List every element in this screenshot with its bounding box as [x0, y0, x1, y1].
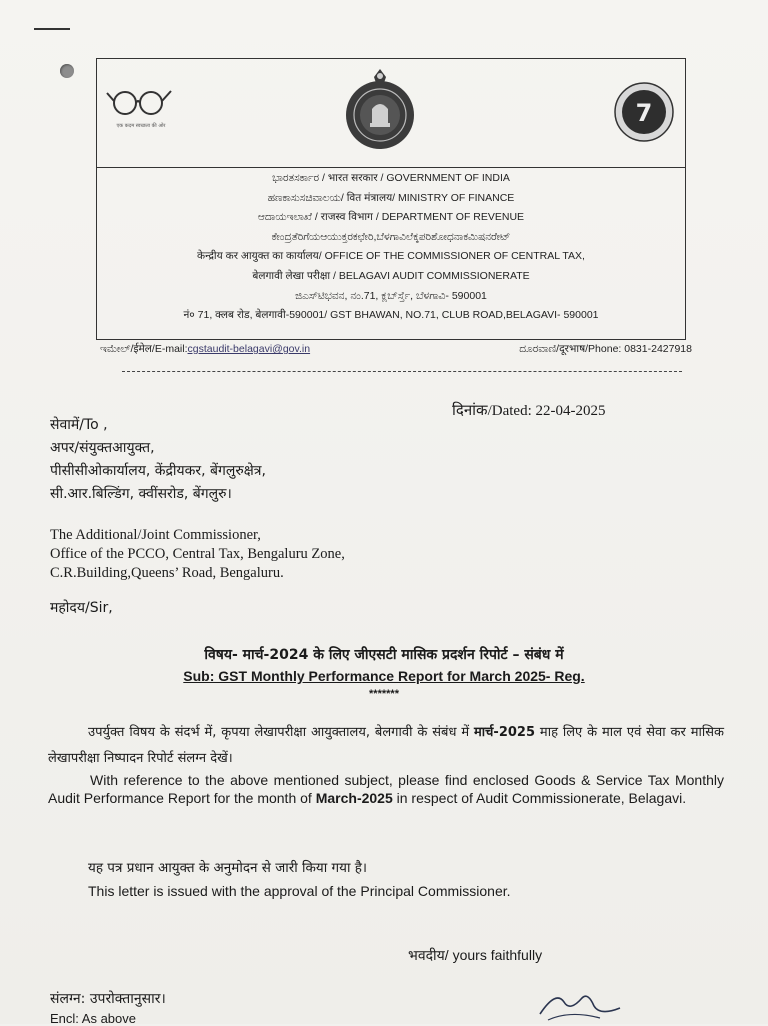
approval-note-english: This letter is issued with the approval of the Principal Commissioner. [88, 883, 511, 899]
recipient-line: अपर/संयुक्तआयुक्त, [50, 440, 155, 456]
closing: भवदीय/ yours faithfully [408, 947, 543, 963]
letter-date [452, 400, 605, 420]
para-month-bold: मार्च-2025 [474, 725, 536, 740]
body-paragraph-hindi [48, 720, 724, 772]
letterhead-line: ಜಿಎಸ್‌ಟಿಭವನ, ನಂ.71, ಕ್ಲಬ್‌ರ್ಸ್ತೆ, ಬೆಳಗಾವಿ- 590001 [295, 289, 487, 302]
para-month-bold: March-2025 [315, 789, 393, 806]
letterhead [96, 58, 686, 340]
anniversary-badge [613, 81, 675, 143]
letterhead-line: ಆದಾಯಇಲಾಖೆ / राजस्व विभाग / DEPARTMENT OF REVENUE [257, 211, 525, 224]
recipient-english [50, 526, 345, 583]
subject-hindi: विषय- मार्च-2024 के लिए जीएसटी मासिक प्रदर्शन रिपोर्ट – संबंध में [204, 647, 564, 663]
swachh-tagline: एक कदम स्वच्छता की ओर [116, 123, 166, 129]
salutation: महोदय/Sir, [50, 600, 113, 616]
letterhead-line: केन्द्रीय कर आयुक्त का कार्यालय/ OFFICE OF THE COMMISSIONER OF CENTRAL TAX, [197, 250, 585, 263]
para-text: With reference to the above mentioned subject, please find enclosed Goods & Service Tax Monthly Audit Performance Report for the month of [48, 772, 724, 806]
body-paragraph-english [48, 772, 724, 807]
para-text: उपर्युक्त विषय के संदर्भ में, कृपया लेखापरीक्षा आयुक्तालय, बेलगावी के संबंध में [88, 725, 470, 740]
recipient-line: पीसीसीओकार्यालय, केंद्रीयकर, बेंगलुरुक्षेत्र, [50, 463, 266, 479]
swachh-bharat-glasses-logo [105, 83, 177, 131]
recipient-line: सेवामें/To , [50, 417, 108, 433]
punch-hole [60, 64, 74, 78]
recipient-hindi [50, 414, 266, 506]
subject-english: Sub: GST Monthly Performance Report for March 2025- Reg. [183, 668, 585, 684]
subject-stars: ******* [369, 688, 399, 700]
para-text: माह लिए के माल एवं सेवा कर मासिक लेखापरीक्षा निष्पादन रिपोर्ट संलग्न देखें। [48, 725, 724, 766]
recipient-line: C.R.Building,Queens’ Road, Bengaluru. [50, 565, 284, 581]
enclosure-hindi: संलग्न: उपरोक्तानुसार। [50, 991, 166, 1007]
approval-note-hindi: यह पत्र प्रधान आयुक्त के अनुमोदन से जारी किया गया है। [88, 860, 368, 876]
email-label: ಇಮೇಲ್/ईमेल/E-mail: [100, 343, 188, 355]
letterhead-line: नं० 71, क्लब रोड, बेलगावी-590001/ GST BHAWAN, NO.71, CLUB ROAD,BELAGAVI- 590001 [183, 309, 599, 322]
date-label: दिनांक/Dated: [452, 403, 532, 419]
dashed-divider [122, 371, 682, 372]
contact-row [100, 342, 692, 360]
corner-mark [34, 28, 70, 30]
enclosure-english: Encl: As above [50, 1011, 136, 1026]
phone-info: ದೂರವಾಣಿ/दूरभाष/Phone: 0831-2427918 [519, 343, 692, 355]
letterhead-logo-band [97, 59, 685, 168]
recipient-line: The Additional/Joint Commissioner, [50, 527, 261, 543]
letterhead-line: ಕೇಂದ್ರತೆರಿಗೆಯಆಯುಕ್ತರಕಛೇರಿ,ಬೆಳಗಾವಿಲೆಕ್ಕಪರಿಶೋಧನಾಕಮಿಷನರೇಟ್ [271, 230, 511, 243]
cbic-emblem [337, 67, 423, 157]
letterhead-line: ಭಾರತಸರ್ಕಾರ / भारत सरकार / GOVERNMENT OF INDIA [272, 172, 510, 184]
date-value: 22-04-2025 [535, 403, 606, 419]
recipient-line: सी.आर.बिल्डिंग, क्वींसरोड, बेंगलुरु। [50, 486, 232, 502]
email-info [100, 342, 310, 356]
para-text: in respect of Audit Commissionerate, Belagavi. [396, 789, 687, 806]
letterhead-line: ಹಣಕಾಸುಸಚಿವಾಲಯ/ वित मंत्रालय/ MINISTRY OF FINANCE [267, 191, 515, 204]
recipient-line: Office of the PCCO, Central Tax, Bengaluru Zone, [50, 546, 345, 562]
letterhead-line: बेलगावी लेखा परीक्षा / BELAGAVI AUDIT COMMISSIONERATE [252, 269, 530, 282]
letterhead-address [97, 169, 685, 326]
badge-number: 7 [635, 99, 653, 127]
signature [530, 980, 630, 1024]
email-link[interactable]: cgstaudit-belagavi@gov.in [187, 343, 311, 355]
